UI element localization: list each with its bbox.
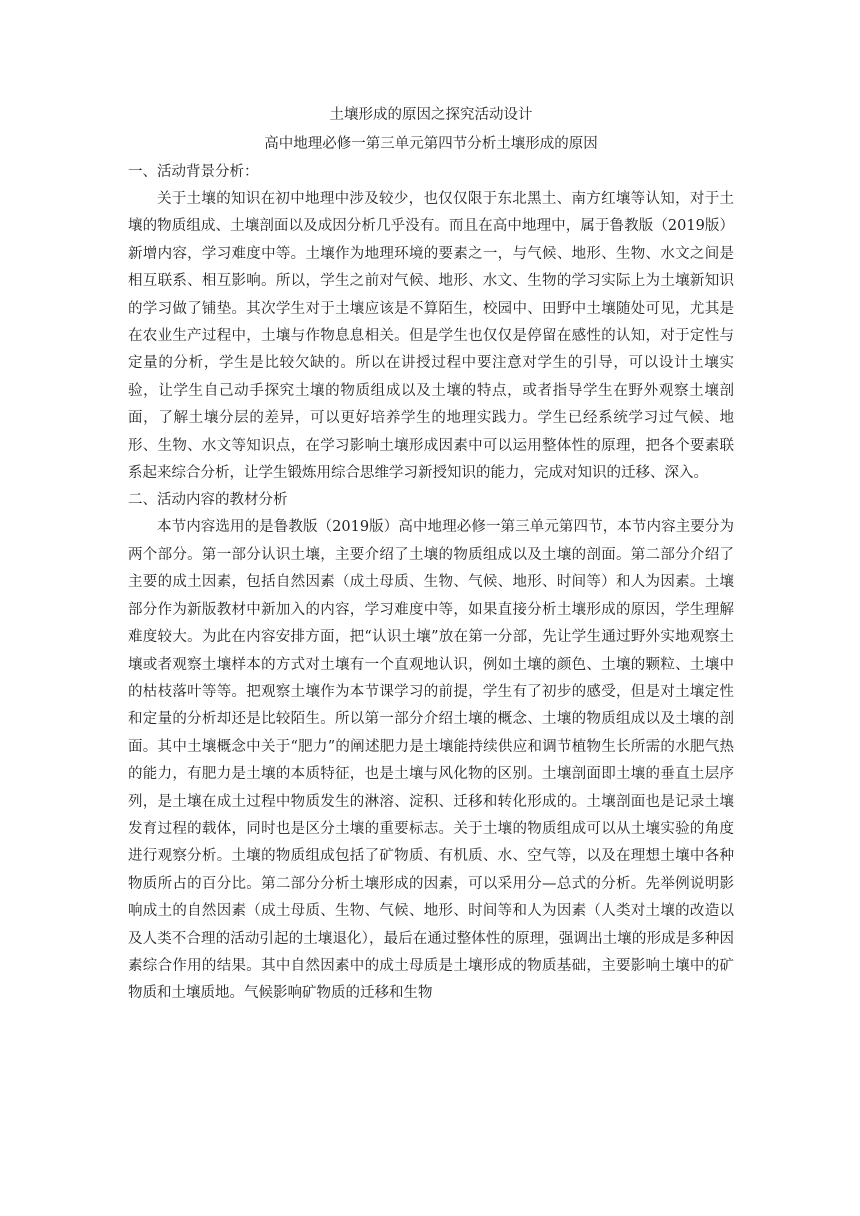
paragraph-background: 关于土壤的知识在初中地理中涉及较少，也仅仅限于东北黑土、南方红壤等认知，对于土壤的物质组成、土壤剖面以及成因分析几乎没有。而且在高中地理中，属于鲁教版（2019版）新增内容，学习难度中等。土壤作为地理环境的要素之一，与气候、地形、生物、水文之间是相互联系、相互影响。所以，学生之前对气候、地形、水文、生物的学习实际上为土壤新知识的学习做了铺垫。其次学生对于土壤应该是不算陌生，校园中、田野中土壤随处可见，尤其是在农业生产过程中，土壤与作物息息相关。但是学生也仅仅是停留在感性的认知，对于定性与定量的分析，学生是比较欠缺的。所以在讲授过程中要注意对学生的引导，可以设计土壤实验，让学生自己动手探究土壤的物质组成以及土壤的特点，或者指导学生在野外观察土壤剖面，了解土壤分层的差异，可以更好培养学生的地理实践力。学生已经系统学习过气候、地形、生物、水文等知识点，在学习影响土壤形成因素中可以运用整体性的原理，把各个要素联系起来综合分析，让学生锻炼用综合思维学习新授知识的能力，完成对知识的迁移、深入。 xyxy=(128,191,734,482)
document-subtitle: 高中地理必修一第三单元第四节分析土壤形成的原因 xyxy=(264,136,598,152)
section-heading-textbook: 二、活动内容的教材分析 xyxy=(128,492,288,509)
document-body xyxy=(128,101,734,1008)
section-heading-background: 一、活动背景分析： xyxy=(128,164,259,180)
paragraph-textbook: 本节内容选用的是鲁教版（2019版）高中地理必修一第三单元第四节，本节内容主要分为两个部分。第一部分认识土壤，主要介绍了土壤的物质组成以及土壤的剖面。第二部分介绍了主要的成土因素，包括自然因素（成土母质、生物、气候、地形、时间等）和人为因素。土壤部分作为新版教材中新加入的内容，学习难度中等，如果直接分析土壤形成的原因，学生理解难度较大。为此在内容安排方面，把“认识土壤”放在第一分部，先让学生通过野外实地观察土壤或者观察土壤样本的方式对土壤有一个直观地认识，例如土壤的颜色、土壤的颗粒、土壤中的枯枝落叶等等。把观察土壤作为本节课学习的前提，学生有了初步的感受，但是对土壤定性和定量的分析却还是比较陌生。所以第一部分介绍土壤的概念、土壤的物质组成以及土壤的剖面。其中土壤概念中关于“肥力”的阐述肥力是土壤能持续供应和调节植物生长所需的水肥气热的能力，有肥力是土壤的本质特征，也是土壤与风化物的区别。土壤剖面即土壤的垂直土层序列，是土壤在成土过程中物质发生的淋溶、淀积、迁移和转化形成的。土壤剖面也是记录土壤发育过程的载体，同时也是区分土壤的重要标志。关于土壤的物质组成可以从土壤实验的角度进行观察分析。土壤的物质组成包括了矿物质、有机质、水、空气等，以及在理想土壤中各种物质所占的百分比。第二部分分析土壤形成的因素，可以采用分—总式的分析。先举例说明影响成土的自然因素（成土母质、生物、气候、地形、时间等和人为因素（人类对土壤的改造以及人类不合理的活动引起的土壤退化），最后在通过整体性的原理，强调出土壤的形成是多种因素综合作用的结果。其中自然因素中的成土母质是土壤形成的物质基础，主要影响土壤中的矿物质和土壤质地。气候影响矿物质的迁移和生物 xyxy=(128,519,734,1002)
document-title: 土壤形成的原因之探究活动设计 xyxy=(329,107,533,123)
